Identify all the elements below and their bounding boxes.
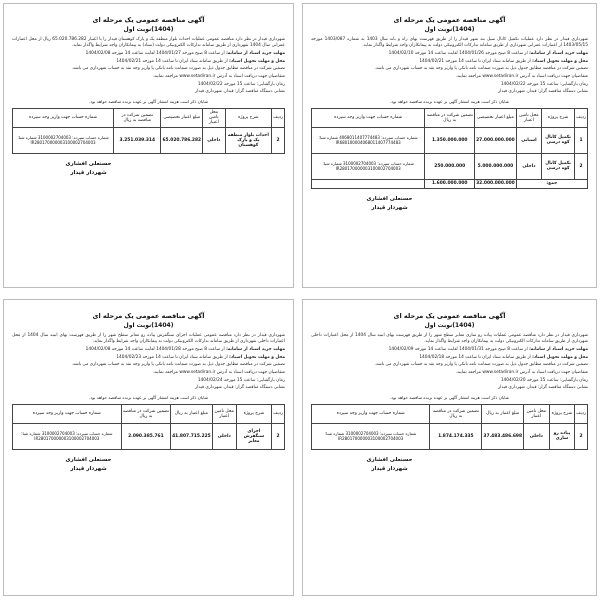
table-header-cell: شماره حساب جهت واریز وجه سپرده (312, 108, 425, 127)
deadline-value: از ساعت 8 صبح مورخه 1404/01/28 لغایت ساعت 14 مورخه 1404/02/08 (85, 346, 225, 352)
table-header-cell: تضمین شرکت در مناقصه به ریال (425, 108, 475, 127)
tender-notice-flood-channel (302, 3, 597, 288)
intro-paragraph: شهرداری قیدار در نظر دارد عملیات تکمیل کانال سیل بند شهر قیدار را از طریق فهرست بهای راه و باند سال 1403 به شماره 1403/087 مورخه 1403/05/15 از اعتبارات عمرانی شهرداری از طریق سامانه تدارکات الکترونیکی دولت به پیمانکاران واجد شرایط واگذار نماید. (311, 37, 588, 49)
address-paragraph: نشانی دستگاه مناقصه گزار: قیدار، شهرداری قیدار (498, 89, 588, 95)
table-row (312, 153, 588, 179)
table-note: شایان ذکر است هزینه انتشار آگهی بر عهده برنده مناقصه خواهد بود. (88, 98, 209, 104)
signature-name: حسنعلی افشاری (366, 195, 413, 202)
table-cell-guarantee: 2.090.385.761 (121, 423, 170, 449)
table-header-row (13, 404, 285, 423)
table-cell-num: 2 (272, 127, 285, 153)
delivery-label: محل و مهلت تحویل اسناد: (229, 58, 285, 64)
notice-title: آگهی مناقصه عمومی یک مرحله ای (92, 16, 205, 24)
guarantee-paragraph: تضمین شرکت در مناقصه مطابق جدول ذیل به صورت ضمانت نامه بانکی یا واریز وجه نقد به حساب شهرداری می باشد. (71, 66, 285, 72)
deadline-label: مهلت خرید اسناد از سامانه: (529, 346, 588, 352)
table-header-row (312, 108, 588, 127)
table-cell-amount: 5.000.000.000 (475, 153, 517, 179)
delivery-label: محل و مهلت تحویل اسناد: (229, 354, 285, 360)
table-header-cell: مبلغ اعتبار تخصیصی (161, 108, 203, 127)
table-cell-desc: اجرای سنگفرش معابر (236, 423, 272, 449)
table-header-cell: محل تامین اعتبار (212, 404, 236, 423)
table-cell-source: داخلی (516, 153, 541, 179)
table-header-cell: شرح پروژه (542, 108, 575, 127)
table-header-cell: تضمین شرکت در مناقصه به ریال (430, 404, 482, 423)
table-header-cell: تضمین شرکت در مناقصه به ریال (121, 404, 170, 423)
table-cell-num: 2 (575, 153, 588, 179)
table-header-cell: شرح پروژه (236, 404, 272, 423)
notice-body (311, 333, 588, 392)
notice-title: آگهی مناقصه عمومی یک مرحله ای (92, 312, 205, 320)
signature-title: شهردار قیدار (371, 204, 408, 211)
delivery-value: از طریق سامانه ستاد ایران تا ساعت 14 مورخه 1404/02/23 (116, 354, 228, 360)
deadline-paragraph (311, 51, 588, 57)
table-cell-desc: پیاده رو سازی (549, 423, 574, 449)
table-cell-desc: تکمیل کانال کوه درسی (542, 127, 575, 153)
deadline-label: مهلت خرید اسناد از سامانه: (226, 346, 285, 352)
delivery-value: از طریق سامانه ستاد ایران تا ساعت 14 مورخه 1404/02/21 (419, 58, 531, 64)
opening-paragraph: زمان بازگشایی: ساعت 15 مورخه 1404/02/22 (500, 81, 588, 87)
table-header-cell: شرح پروژه (225, 108, 272, 127)
table-header-cell: ردیف (272, 108, 285, 127)
delivery-label: محل و مهلت تحویل اسناد: (532, 58, 588, 64)
signature-title: شهردار قیدار (70, 169, 107, 176)
deadline-label: مهلت خرید اسناد از سامانه: (226, 50, 285, 56)
tender-table (12, 108, 285, 154)
table-header-cell: شماره حساب جهت واریز وجه سپرده (13, 404, 122, 423)
signature-title: شهردار قیدار (70, 465, 107, 472)
intro-paragraph: شهرداری قیدار در نظر دارد مناقصه عمومی عملیات اجرای سنگفرش پیاده رو معابر سطح شهر را از طریق فهرست بهای ابنیه سال 1404 از محل اعتبارات داخلی شهرداری از طریق سامانه تدارکات الکترونیکی دولت به پیمانکاران واجد شرایط واگذار نماید. (12, 333, 285, 345)
table-row (13, 127, 285, 153)
table-header-cell: ردیف (575, 108, 588, 127)
system-paragraph: متقاضیان جهت دریافت اسناد به آدرس www.setadiran.ir مراجعه نمایند. (455, 370, 588, 376)
sum-guarantee: 1.600.000.000 (425, 179, 475, 188)
table-cell-num: 2 (272, 423, 285, 449)
table-header-cell: محل تامین اعتبار (516, 108, 541, 127)
tender-table (12, 404, 285, 450)
table-header-cell: شماره حساب جهت واریز وجه سپرده (13, 108, 114, 127)
table-header-cell: شماره حساب جهت واریز وجه سپرده (312, 404, 430, 423)
deadline-paragraph (12, 347, 285, 353)
guarantee-paragraph: تضمین شرکت در مناقصه مطابق جدول ذیل به صورت ضمانت نامه بانکی یا واریز وجه نقد به حساب شهرداری می باشد. (374, 66, 588, 72)
table-cell-source: داخلی (203, 127, 225, 153)
table-cell-desc: احداث بلوار منطقه یک و پارک کوهستان (225, 127, 272, 153)
delivery-paragraph (12, 59, 285, 65)
sum-empty (312, 179, 425, 188)
tender-table (311, 404, 588, 450)
table-cell-account: شماره حساب سپرده: 3100002704003 شماره شبا: IR280170000003100002704003 (13, 423, 122, 449)
table-note: شایان ذکر است هزینه انتشار آگهی بر عهده برنده مناقصه خواهد بود. (389, 98, 510, 104)
signature-name: حسنعلی افشاری (366, 456, 413, 463)
table-header-cell: محل تامین اعتبار (203, 108, 225, 127)
table-cell-num: 2 (575, 423, 588, 449)
table-header-cell: مبلغ اعتبار به ریال (482, 404, 524, 423)
delivery-paragraph (311, 59, 588, 65)
table-cell-amount: 37.483.486.698 (482, 423, 524, 449)
table-note: شایان ذکر است هزینه انتشار آگهی بر عهده برنده مناقصه خواهد بود. (389, 394, 510, 400)
delivery-value: از طریق سامانه ستاد ایران تا ساعت 14 مورخه 1404/02/18 (419, 354, 531, 360)
table-header-cell: تضمین شرکت در مناقصه به ریال (114, 108, 161, 127)
table-header-cell: محل تامین اعتبار (524, 404, 550, 423)
guarantee-paragraph: تضمین شرکت در مناقصه مطابق جدول ذیل به صورت ضمانت نامه بانکی یا واریز وجه نقد به حساب شهرداری می باشد. (374, 362, 588, 368)
table-row (13, 423, 285, 449)
table-cell-num: 1 (575, 127, 588, 153)
delivery-paragraph (311, 355, 588, 361)
table-header-row (312, 404, 588, 423)
notice-title: آگهی مناقصه عمومی یک مرحله ای (393, 16, 506, 24)
table-cell-amount: 41.807.715.225 (171, 423, 213, 449)
table-header-cell: مبلغ اعتبار تخصیصی (475, 108, 517, 127)
notice-body (12, 333, 285, 392)
signature-title: شهردار قیدار (371, 465, 408, 472)
address-paragraph: نشانی دستگاه مناقصه گزار: قیدار، شهرداری قیدار (498, 385, 588, 391)
intro-paragraph: شهرداری قیدار در نظر دارد مناقصه عمومی عملیات پیاده رو سازی معابر سطح شهر را از طریق فهرست بهای ابنیه سال 1404 از محل اعتبارات داخلی شهرداری از طریق سامانه تدارکات الکترونیکی دولت به پیمانکاران واجد شرایط واگذار نماید. (311, 333, 589, 345)
table-header-cell: شرح پروژه (549, 404, 574, 423)
table-cell-source: استانی (516, 127, 541, 153)
table-header-cell: ردیف (272, 404, 285, 423)
address-paragraph: نشانی دستگاه مناقصه گزار: قیدار، شهرداری قیدار (195, 89, 285, 95)
notice-subtitle: (1404)نوبت اول (123, 26, 174, 33)
table-note: شایان ذکر است هزینه انتشار آگهی بر عهده برنده مناقصه خواهد بود. (88, 394, 209, 400)
address-paragraph: نشانی دستگاه مناقصه گزار: قیدار، شهرداری قیدار (195, 385, 285, 391)
table-cell-amount: 65.020.786.282 (161, 127, 203, 153)
notice-body (311, 37, 588, 96)
intro-paragraph: شهرداری قیدار در نظر دارد مناقصه عمومی عملیات احداث بلوار منطقه یک و پارک کوهستان قیدار را با اعتبار 65.020.786.282 ریال از محل اعتبارات عمرانی سال 1404 شهرداری از طریق سامانه تدارکات الکترونیکی دولت (ستاد) به پیمانکاران واجد شرایط واگذار نماید. (12, 37, 285, 49)
deadline-paragraph (311, 347, 588, 353)
notice-body (12, 37, 285, 96)
opening-paragraph: زمان بازگشایی: ساعت 15 مورخه 1404/02/24 (197, 377, 285, 383)
deadline-label: مهلت خرید اسناد از سامانه: (529, 50, 588, 56)
guarantee-paragraph: تضمین شرکت در مناقصه مطابق جدول ذیل به صورت ضمانت نامه بانکی یا واریز وجه نقد به حساب شهرداری می باشد. (71, 362, 285, 368)
table-row (312, 127, 588, 153)
table-cell-guarantee: 1.874.174.335 (430, 423, 482, 449)
deadline-value: از ساعت 8 صبح مورخه 1404/01/27 لغایت ساعت 14 مورخه 1404/02/08 (85, 50, 225, 56)
notice-subtitle: (1404)نوبت اول (424, 26, 475, 33)
table-row (312, 423, 588, 449)
table-cell-account: شماره حساب سپرده: 4068011407774483 شماره شبا: IR680100004068011407774483 (312, 127, 425, 153)
table-header-cell: مبلغ اعتبار به ریال (171, 404, 213, 423)
sum-amount: 32.000.000.000 (476, 181, 515, 187)
table-header-row (13, 108, 285, 127)
deadline-paragraph (12, 51, 285, 57)
notice-subtitle: (1404)نوبت اول (424, 322, 475, 329)
table-cell-account: شماره حساب سپرده: 3100002704003 شماره شبا: IR280170000003100002704003 (13, 127, 114, 153)
table-header-cell: ردیف (575, 404, 588, 423)
deadline-value: از ساعت 8 صبح مورخه 1404/01/26 لغایت ساعت 14 مورخه 1404/02/10 (388, 50, 528, 56)
table-sum-row (312, 179, 588, 188)
system-paragraph: متقاضیان جهت دریافت اسناد به آدرس www.setadiran.ir مراجعه نمایند. (152, 74, 285, 80)
tender-notice-paving (3, 299, 294, 596)
table-cell-source: داخلی (524, 423, 550, 449)
signature-name: حسنعلی افشاری (65, 456, 112, 463)
signature-name: حسنعلی افشاری (65, 160, 112, 167)
delivery-label: محل و مهلت تحویل اسناد: (532, 354, 588, 360)
table-cell-account: شماره حساب سپرده: 3100002704003 شماره شبا: IR280170000003100002704003 (312, 153, 425, 179)
table-cell-source: داخلی (212, 423, 236, 449)
table-cell-desc: تکمیل کانال کوه درسی (542, 153, 575, 179)
system-paragraph: متقاضیان جهت دریافت اسناد به آدرس www.setadiran.ir مراجعه نمایند. (152, 370, 285, 376)
delivery-paragraph (12, 355, 285, 361)
system-paragraph: متقاضیان جهت دریافت اسناد به آدرس www.setadiran.ir مراجعه نمایند. (455, 74, 588, 80)
tender-notice-boulevard-park (3, 3, 294, 288)
table-cell-guarantee: 1.350.000.000 (425, 127, 475, 153)
notice-subtitle: (1404)نوبت اول (123, 322, 174, 329)
sum-label: جمع: (516, 179, 587, 188)
table-cell-guarantee: 250.000.000 (425, 153, 475, 179)
table-cell-amount: 27.000.000.000 (475, 127, 517, 153)
opening-paragraph: زمان بازگشایی: ساعت 15 مورخه 1404/02/22 (197, 81, 285, 87)
table-cell-guarantee: 3.251.039.314 (114, 127, 161, 153)
delivery-value: از طریق سامانه ستاد ایران تا ساعت 14 مورخه 1404/02/21 (116, 58, 228, 64)
deadline-value: از ساعت 8 صبح مورخه 1404/01/31 لغایت ساعت 14 مورخه 1404/02/09 (388, 346, 528, 352)
opening-paragraph: زمان بازگشایی: ساعت 15 مورخه 1404/02/20 (500, 377, 588, 383)
tender-table (311, 108, 588, 189)
tender-notice-sidewalk (302, 299, 597, 596)
table-cell-account: شماره حساب سپرده: 3100002704003 شماره شبا: IR280170000003100002704003 (312, 423, 430, 449)
notice-title: آگهی مناقصه عمومی یک مرحله ای (393, 312, 506, 320)
